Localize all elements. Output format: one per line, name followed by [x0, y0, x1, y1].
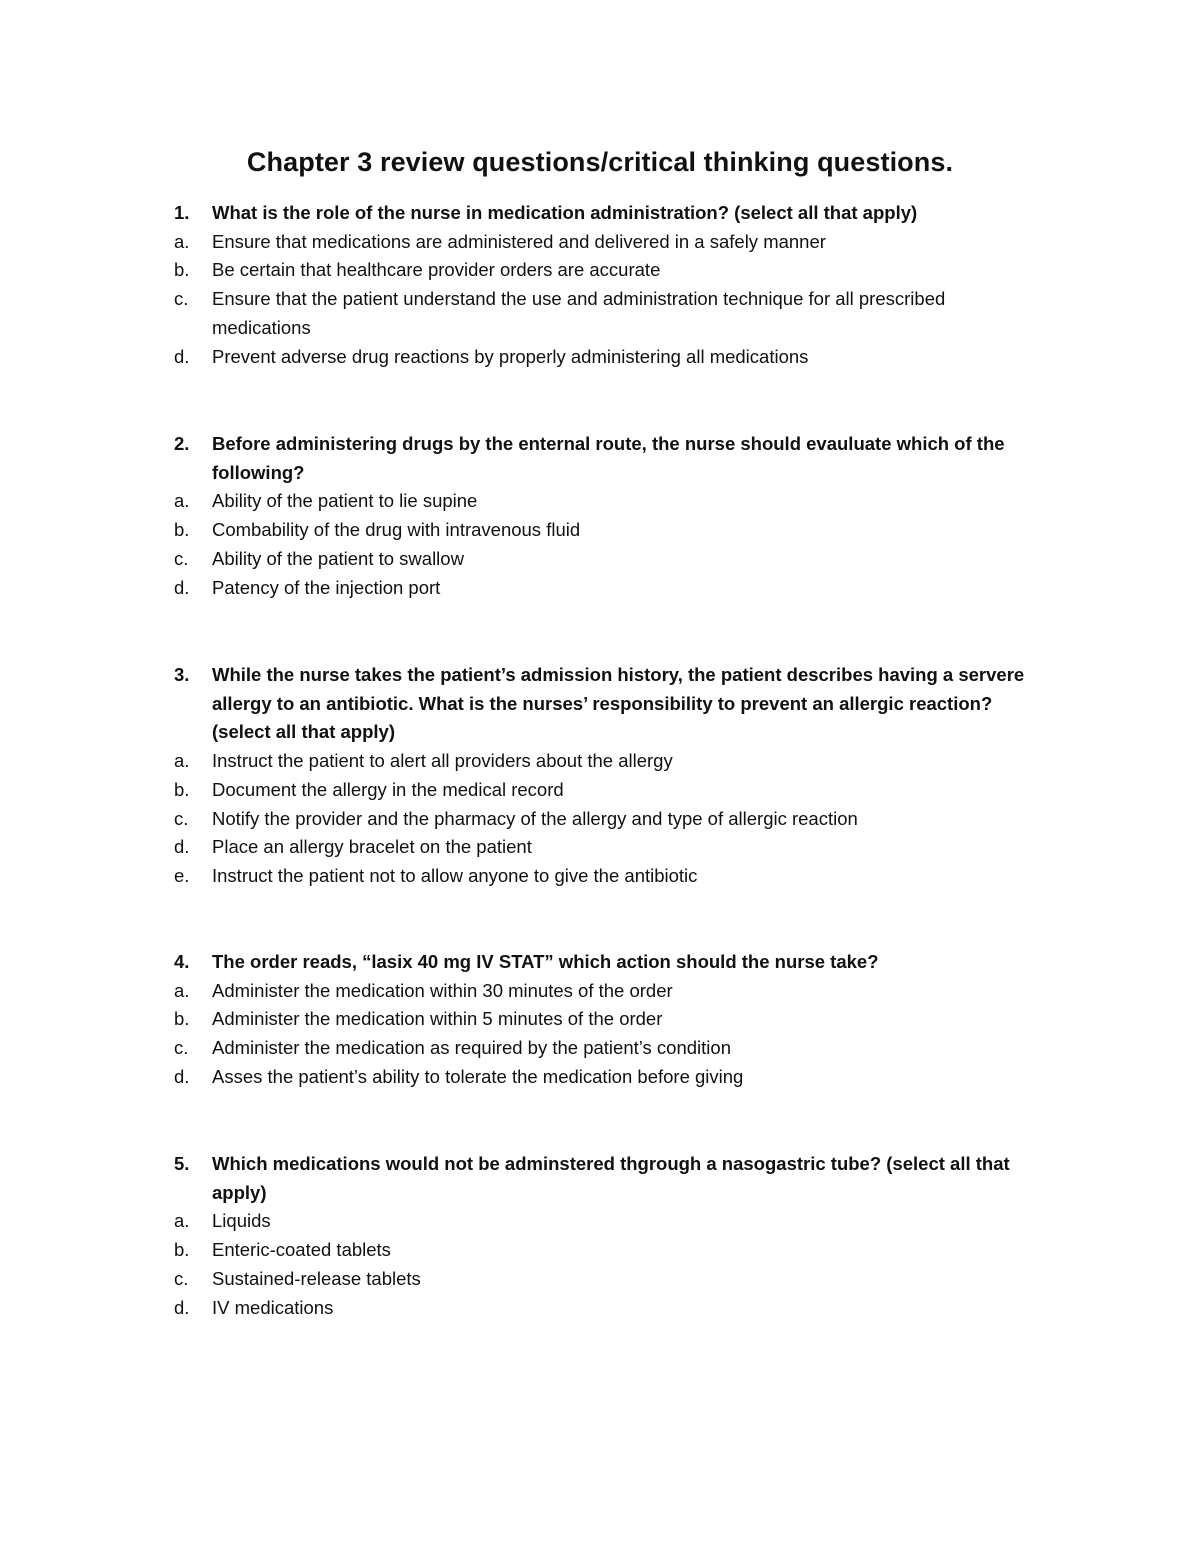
- option-letter: d.: [174, 576, 190, 598]
- option-text: Ability of the patient to swallow: [212, 547, 464, 569]
- option-text: IV medications: [212, 1296, 334, 1318]
- question-number: 1.: [174, 202, 190, 223]
- option-letter: a.: [174, 750, 190, 772]
- question-text: allergy to an antibiotic. What is the nurses’ responsibility to prevent an allergic reaction?: [212, 692, 993, 714]
- option-letter: a.: [174, 1210, 190, 1232]
- question-text: The order reads, “lasix 40 mg IV STAT” which action should the nurse take?: [212, 951, 879, 972]
- question-number: 2.: [174, 433, 190, 454]
- option-text: Be certain that healthcare provider orders are accurate: [212, 259, 661, 281]
- option-text: medications: [212, 316, 311, 338]
- option-letter: c.: [174, 547, 189, 569]
- option-letter: b.: [174, 778, 190, 800]
- option-letter: d.: [174, 836, 190, 858]
- option-text: Place an allergy bracelet on the patient: [212, 836, 532, 858]
- option-text: Administer the medication within 30 minutes of the order: [212, 979, 673, 1001]
- option-letter: b.: [174, 259, 190, 281]
- question-text: While the nurse takes the patient’s admission history, the patient describes having a servere: [212, 664, 1025, 685]
- option-text: Liquids: [212, 1210, 271, 1232]
- option-letter: a.: [174, 230, 190, 252]
- option-letter: c.: [174, 807, 189, 829]
- question-text: What is the role of the nurse in medication administration? (select all that apply): [212, 202, 918, 223]
- page-title: Chapter 3 review questions/critical thinking questions.: [246, 147, 954, 177]
- option-text: Notify the provider and the pharmacy of the allergy and type of allergic reaction: [212, 807, 858, 829]
- question-text: (select all that apply): [212, 721, 395, 743]
- option-text: Prevent adverse drug reactions by properly administering all medications: [212, 345, 809, 367]
- option-letter: d.: [174, 1296, 190, 1318]
- option-letter: d.: [174, 1065, 190, 1087]
- option-letter: c.: [174, 1267, 189, 1289]
- option-text: Patency of the injection port: [212, 576, 441, 598]
- option-letter: b.: [174, 1239, 190, 1261]
- option-text: Administer the medication within 5 minutes of the order: [212, 1008, 663, 1030]
- question-text: Which medications would not be adminstered thgrough a nasogastric tube? (select all that: [212, 1153, 1010, 1174]
- question-text: apply): [212, 1181, 267, 1203]
- option-text: Sustained-release tablets: [212, 1267, 421, 1289]
- option-letter: b.: [174, 1008, 190, 1030]
- option-letter: a.: [174, 979, 190, 1001]
- option-text: Instruct the patient not to allow anyone to give the antibiotic: [212, 864, 698, 886]
- option-letter: c.: [174, 1037, 189, 1059]
- option-text: Asses the patient’s ability to tolerate the medication before giving: [212, 1065, 744, 1087]
- option-text: Ensure that the patient understand the use and administration technique for all prescribed: [212, 288, 946, 310]
- option-letter: a.: [174, 490, 190, 512]
- question-number: 3.: [174, 664, 190, 685]
- question-text: Before administering drugs by the enternal route, the nurse should evauluate which of the: [212, 433, 1005, 454]
- option-letter: b.: [174, 519, 190, 541]
- option-text: Ability of the patient to lie supine: [212, 490, 478, 512]
- option-text: Document the allergy in the medical record: [212, 778, 564, 800]
- option-text: Administer the medication as required by the patient’s condition: [212, 1037, 731, 1059]
- option-text: Combability of the drug with intravenous fluid: [212, 519, 581, 541]
- option-letter: e.: [174, 864, 190, 886]
- question-text: following?: [212, 461, 305, 483]
- option-letter: d.: [174, 345, 190, 367]
- option-text: Instruct the patient to alert all providers about the allergy: [212, 750, 673, 772]
- option-letter: c.: [174, 288, 189, 310]
- question-number: 5.: [174, 1153, 190, 1174]
- option-text: Enteric-coated tablets: [212, 1239, 391, 1261]
- question-number: 4.: [174, 951, 190, 972]
- option-text: Ensure that medications are administered and delivered in a safely manner: [212, 230, 826, 252]
